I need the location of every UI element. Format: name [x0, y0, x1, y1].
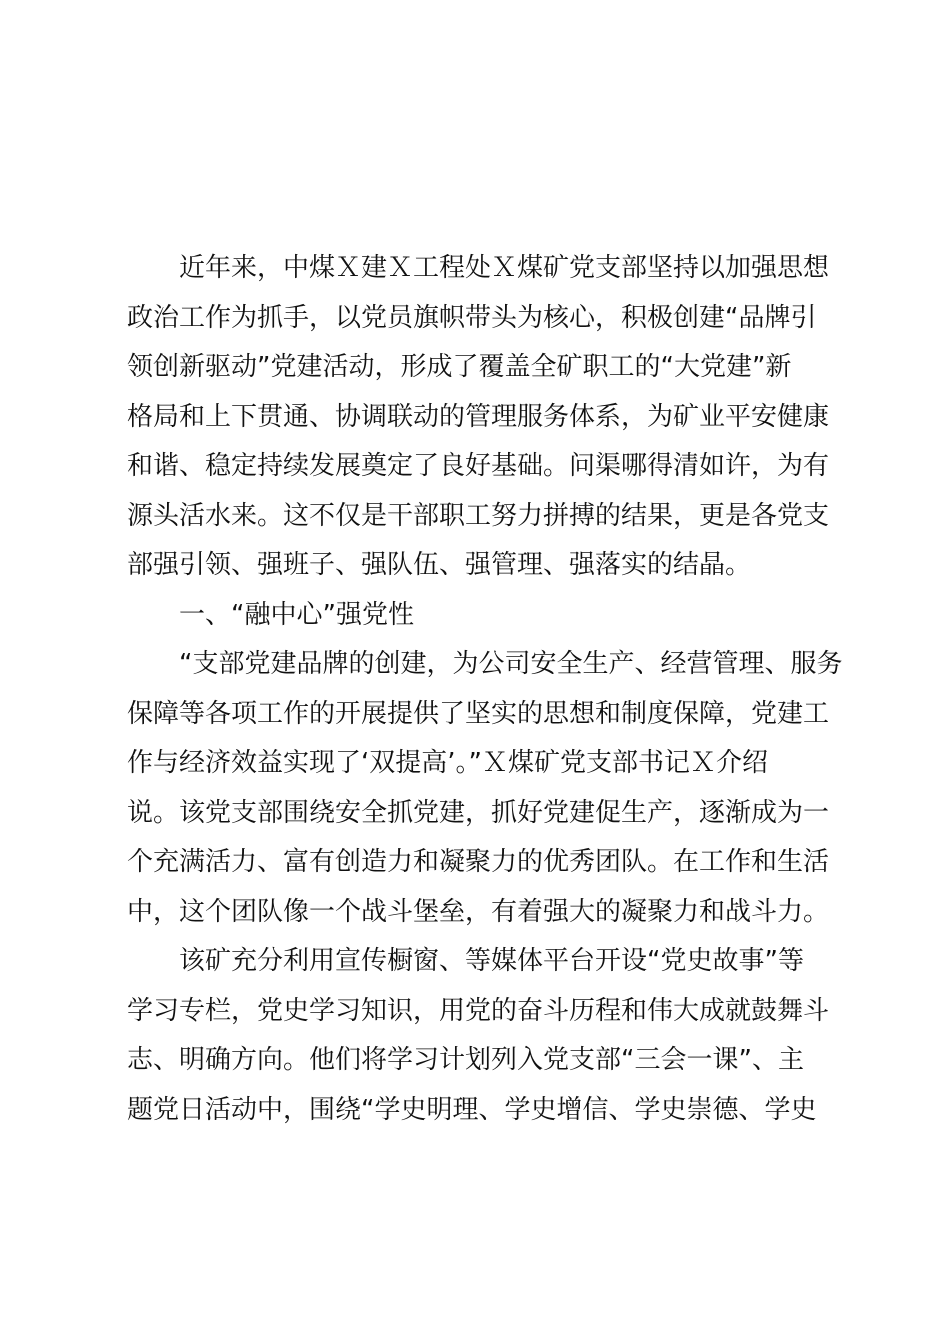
paragraph-line: 学习专栏，党史学习知识，用党的奋斗历程和伟大成就鼓舞斗	[127, 995, 830, 1026]
section-heading	[127, 591, 833, 641]
paragraph-quote	[127, 640, 843, 937]
paragraph-line: 近年来，中煤Ｘ建Ｘ工程处Ｘ煤矿党支部坚持以加强思想	[179, 253, 830, 283]
section-heading-text: 一、“融中心”强党性	[179, 599, 414, 630]
paragraph-line: 源头活水来。这不仅是干部职工努力拼搏的结果，更是各党支	[127, 500, 830, 531]
paragraph-line: 部强引领、强班子、强队伍、强管理、强落实的结晶。	[127, 550, 752, 580]
paragraph-line: “支部党建品牌的创建，为公司安全生产、经营管理、服务	[179, 649, 843, 679]
paragraph-line: 作与经济效益实现了‘双提高’。”Ｘ煤矿党支部书记Ｘ介绍	[127, 748, 768, 778]
paragraph-line: 个充满活力、富有创造力和凝聚力的优秀团队。在工作和生活	[127, 847, 830, 877]
paragraph-line: 中，这个团队像一个战斗堡垒，有着强大的凝聚力和战斗力。	[127, 896, 830, 927]
paragraph-line: 说。该党支部围绕安全抓党建，抓好党建促生产，逐渐成为一	[127, 797, 830, 828]
paragraph-line: 保障等各项工作的开展提供了坚实的思想和制度保障，党建工	[127, 698, 830, 729]
paragraph-line: 领创新驱动”党建活动，形成了覆盖全矿职工的“大党建”新	[127, 352, 792, 382]
paragraph-line: 该矿充分利用宣传橱窗、等媒体平台开设“党史故事”等	[179, 946, 804, 976]
paragraph-intro	[127, 244, 833, 591]
paragraph-line: 政治工作为抓手，以党员旗帜带头为核心，积极创建“品牌引	[127, 302, 817, 333]
paragraph-line: 和谐、稳定持续发展奠定了良好基础。问渠哪得清如许，为有	[127, 451, 830, 481]
paragraph-line: 题党日活动中，围绕“学史明理、学史增信、学史崇德、学史	[127, 1094, 817, 1125]
paragraph-line: 格局和上下贯通、协调联动的管理服务体系，为矿业平安健康	[127, 401, 830, 432]
paragraph-line: 志、明确方向。他们将学习计划列入党支部“三会一课”、主	[127, 1045, 804, 1075]
document-body	[127, 244, 843, 1135]
paragraph-study	[127, 937, 833, 1135]
